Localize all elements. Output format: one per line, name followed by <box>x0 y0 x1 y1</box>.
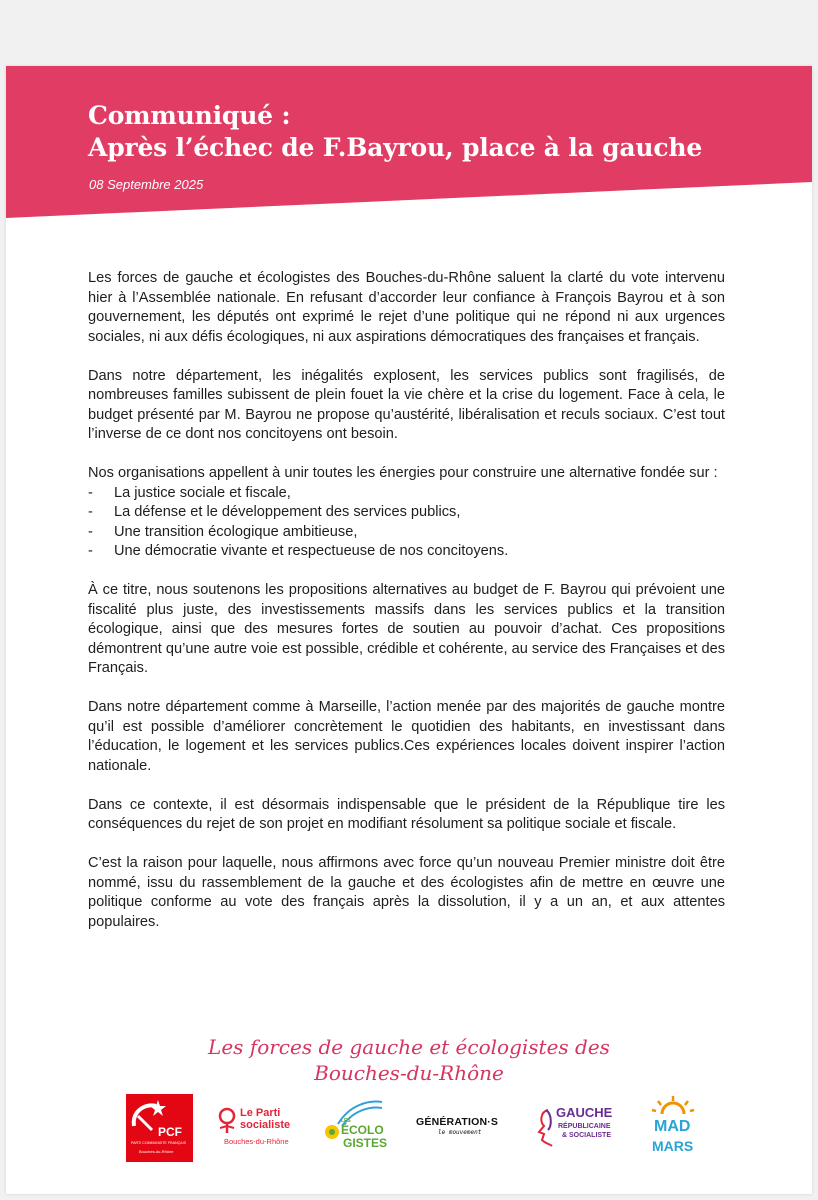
paragraph-4: À ce titre, nous soutenons les propositions alternatives au budget de F. Bayrou qui prévoient une fiscalité plus juste, des investissements massifs dans les services publics et la transition écologique, ainsi que des mesures fortes de soutien au pouvoir d’achat. Ces propositions démontrent qu’une autre voie est possible, crédible et cohérente, au service des Françaises et des Français. <box>88 582 725 676</box>
page-title <box>88 100 702 164</box>
pcf-name: PCF <box>158 1125 182 1139</box>
list-item-text: Une transition écologique ambitieuse, <box>114 523 358 540</box>
paragraph-2: Dans notre département, les inégalités explosent, les services publics sont fragilisés, de nombreuses familles subissent de plein fouet la vie chère et la crise du logement. Face à cela, le budget présenté par M. Bayrou ne propose qu’austérité, libéralisation et reculs sociaux. C’est tout l’inverse de ce dont nos concitoyens ont besoin. <box>88 367 725 442</box>
paragraph-7: C’est la raison pour laquelle, nous affirmons avec force qu’un nouveau Premier ministre doit être nommé, issu du rassemblement de la gauche et des écologistes afin de mettre en œuvre une politique conforme au vote des français après la dissolution, il y a un an, et aux attentes populaires. <box>88 855 725 930</box>
list-item <box>88 484 725 504</box>
ps-logo <box>216 1107 300 1151</box>
partner-logos <box>6 1090 812 1170</box>
dash-marker: - <box>88 543 93 559</box>
list-item-text: La justice sociale et fiscale, <box>114 484 291 501</box>
list-item-text: La défense et le développement des services publics, <box>114 504 461 520</box>
pcf-subtitle: PARTI COMMUNISTE FRANÇAIS <box>131 1141 186 1145</box>
dash-marker: - <box>88 484 93 501</box>
eco-prefix: LES <box>341 1118 351 1124</box>
communique-body <box>88 269 725 952</box>
paragraph-1: Les forces de gauche et écologistes des Bouches-du-Rhône saluent la clarté du vote intervenu hier à l’Assemblée nationale. En refusant d’accorder leur confiance à François Bayrou et à son gouvernement, les députés ont exprimé le rejet d’une politique qui ne répond ni aux urgences sociales, ni aux défis écologiques, ni aux aspirations démocratiques des françaises et français. <box>88 270 725 345</box>
sun-rays-icon <box>646 1094 700 1118</box>
signature-line-2: Bouches-du-Rhône <box>314 1061 504 1085</box>
ps-line-2: socialiste <box>240 1119 291 1131</box>
list-item-text: Une démocratie vivante et respectueuse de nos concitoyens. <box>114 543 509 559</box>
grs-line-2: RÉPUBLICAINE <box>558 1123 611 1130</box>
gen-name: GÉNÉRATION·S <box>416 1116 499 1128</box>
paragraph-6: Dans ce contexte, il est désormais indispensable que le président de la République tire les conséquences du rejet de son projet en modifiant résolument sa politique sociale et fiscale. <box>88 796 725 832</box>
header-band <box>6 66 812 218</box>
demands-list <box>88 484 725 562</box>
generations-logo <box>416 1116 510 1138</box>
list-item <box>88 542 725 562</box>
title-line-1: Communiqué : <box>88 101 291 130</box>
list-item <box>88 503 725 523</box>
mad-line-1: MAD <box>654 1118 691 1135</box>
paragraph-5: Dans notre département comme à Marseille, l’action menée par des majorités de gauche montre qu’il est possible d’améliorer concrètement le quotidien des habitants, en investissant dans l’éducation, le logement et les services publics.Ces expériences locales doivent inspirer l’action nationale. <box>88 699 725 774</box>
pcf-dept: Bouches-du-Rhône <box>139 1149 174 1154</box>
mad-line-2: MARS <box>652 1138 694 1154</box>
signature <box>6 1034 812 1086</box>
paragraph-3: Nos organisations appellent à unir toutes les énergies pour construire une alternative fondée sur : <box>88 465 718 481</box>
marianne-profile-icon <box>536 1108 554 1148</box>
publication-date: 08 Septembre 2025 <box>89 177 204 192</box>
dash-marker: - <box>88 523 93 540</box>
title-line-2: Après l’échec de F.Bayrou, place à la gauche <box>88 133 703 162</box>
signature-line-1: Les forces de gauche et écologistes des <box>208 1035 610 1059</box>
grs-line-1: GAUCHE <box>556 1105 613 1120</box>
ps-line-1: Le Parti <box>240 1107 281 1119</box>
grs-logo <box>536 1106 631 1152</box>
mad-mars-logo <box>646 1094 700 1164</box>
dash-marker: - <box>88 504 93 520</box>
list-item <box>88 523 725 543</box>
ps-dept: Bouches-du-Rhône <box>224 1137 289 1146</box>
document-page <box>6 66 812 1194</box>
ecologistes-logo <box>320 1098 386 1156</box>
eco-line-1: ÉCOLO <box>341 1123 384 1137</box>
eco-line-2: GISTES <box>343 1136 388 1150</box>
pcf-logo <box>126 1094 193 1162</box>
gen-subtitle: le mouvement <box>438 1129 482 1136</box>
grs-line-3: & SOCIALISTE <box>562 1132 612 1139</box>
rose-fist-icon <box>216 1107 238 1133</box>
